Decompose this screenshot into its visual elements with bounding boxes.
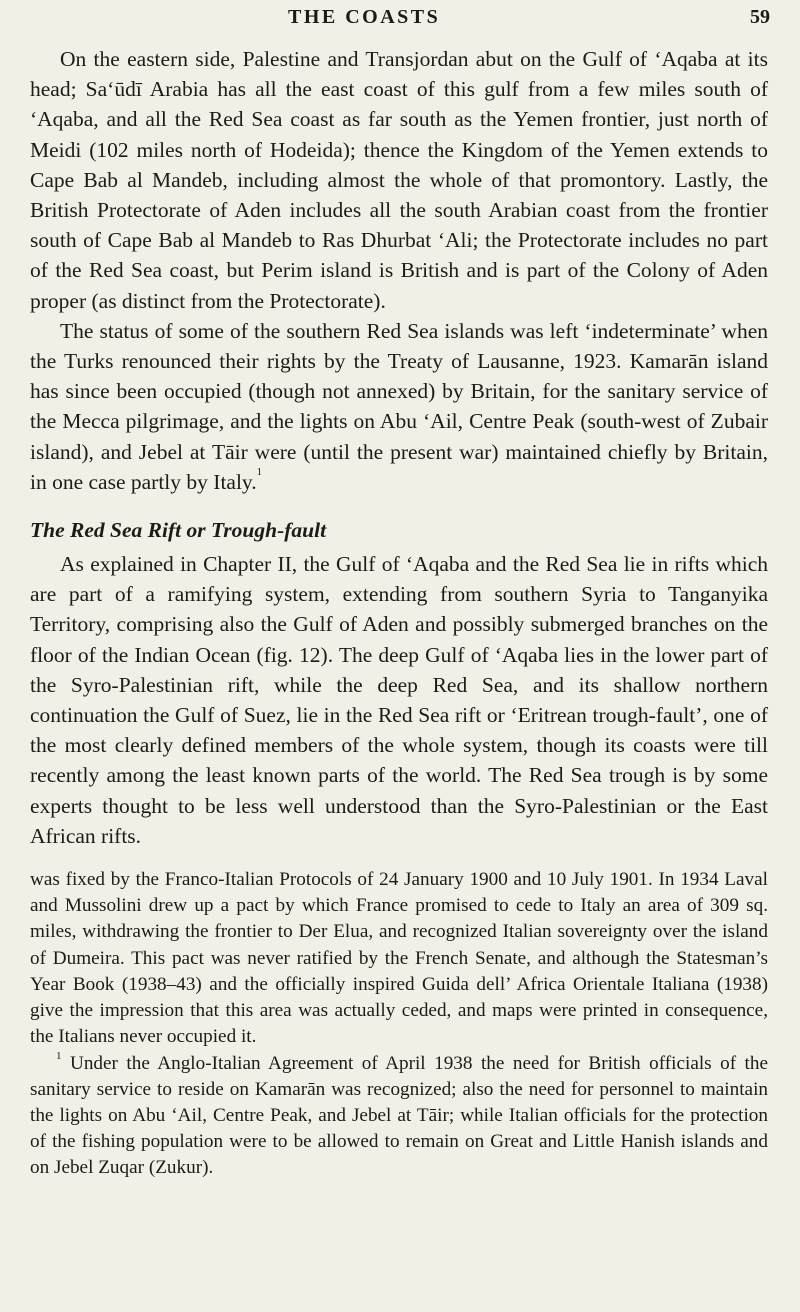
footnote-1	[30, 1051, 768, 1182]
footnote-continuation: was fixed by the Franco-Italian Protocols of 24 January 1900 and 10 July 1901. In 1934 Laval and Mussolini drew up a pact by which France promised to cede to Italy an area of 309 sq. miles, withdrawing the frontier to Der Elua, and recognized Italian sovereignty over the island of Dumeira. This pact was never ratified by the French Senate, and although the Statesman’s Year Book (1938–43) and the officially inspired Guida dell’ Africa Orientale Italiana (1938) give the impression that this area was actually ceded, and maps were printed in consequence, the Italians never occupied it.	[30, 869, 768, 1048]
running-title: THE COASTS	[288, 6, 441, 28]
page-header	[0, 6, 800, 36]
paragraph-political-coasts: On the eastern side, Palestine and Transjordan abut on the Gulf of ‘Aqaba at its head; Sa‘ūdī Arabia has all the east coast of this gulf from a few miles south of ‘Aqaba, and all the Red Sea coast as far south as the Yemen frontier, just north of Meidi (102 miles north of Hodeida); thence the Kingdom of the Yemen extends to Cape Bab al Mandeb, including almost the whole of that promontory. Lastly, the British Protectorate of Aden includes all the south Arabian coast from the frontier south of Cape Bab al Mandeb to Ras Dhurbat ‘Ali; the Protectorate includes no part of the Red Sea coast, but Perim island is British and is part of the Colony of Aden proper (as distinct from the Protectorate).	[30, 47, 768, 313]
page-body	[30, 44, 768, 1182]
footnote-1-text: Under the Anglo-Italian Agreement of April 1938 the need for British officials of the sanitary service to reside on Kamarān was recognized; also the need for personnel to maintain the lights on Abu ‘Ail, Centre Peak, and Jebel at Tāir; while Italian officials for the protection of the fishing population were to be allowed to remain on Great and Little Hanish islands and on Jebel Zuqar (Zukur).	[30, 1052, 769, 1179]
paragraph-islands-status	[30, 316, 768, 497]
footnote-1-mark: 1	[56, 1049, 62, 1062]
section-heading: The Red Sea Rift or Trough-fault	[30, 518, 327, 543]
page-number: 59	[750, 6, 770, 28]
paragraph-islands-status-text: The status of some of the southern Red Sea islands was left ‘indeterminate’ when the Turks renounced their rights by the Treaty of Lausanne, 1923. Kamarān island has since been occupied (though not annexed) by Britain, for the sanitary service of the Mecca pilgrimage, and the lights on Abu ‘Ail, Centre Peak (south-west of Zubair island), and Jebel at Tāir were (until the present war) maintained chiefly by Britain, in one case partly by Italy.	[30, 318, 768, 494]
paragraph-red-sea-rift: As explained in Chapter II, the Gulf of ‘Aqaba and the Red Sea lie in rifts which are part of a ramifying system, extending from southern Syria to Tanganyika Territory, comprising also the Gulf of Aden and possibly submerged branches on the floor of the Indian Ocean (fig. 12). The deep Gulf of ‘Aqaba lies in the lower part of the Syro-Palestinian rift, while the deep Red Sea, and its shallow northern continuation the Gulf of Suez, lie in the Red Sea rift or ‘Eritrean trough-fault’, one of the most clearly defined members of the whole system, though its coasts were till recently among the least known parts of the world. The Red Sea trough is by some experts thought to be less well understood than the Syro-Palestinian or the East African rifts.	[30, 552, 768, 848]
footnote-reference: 1	[256, 465, 263, 478]
footnotes	[30, 867, 768, 1181]
